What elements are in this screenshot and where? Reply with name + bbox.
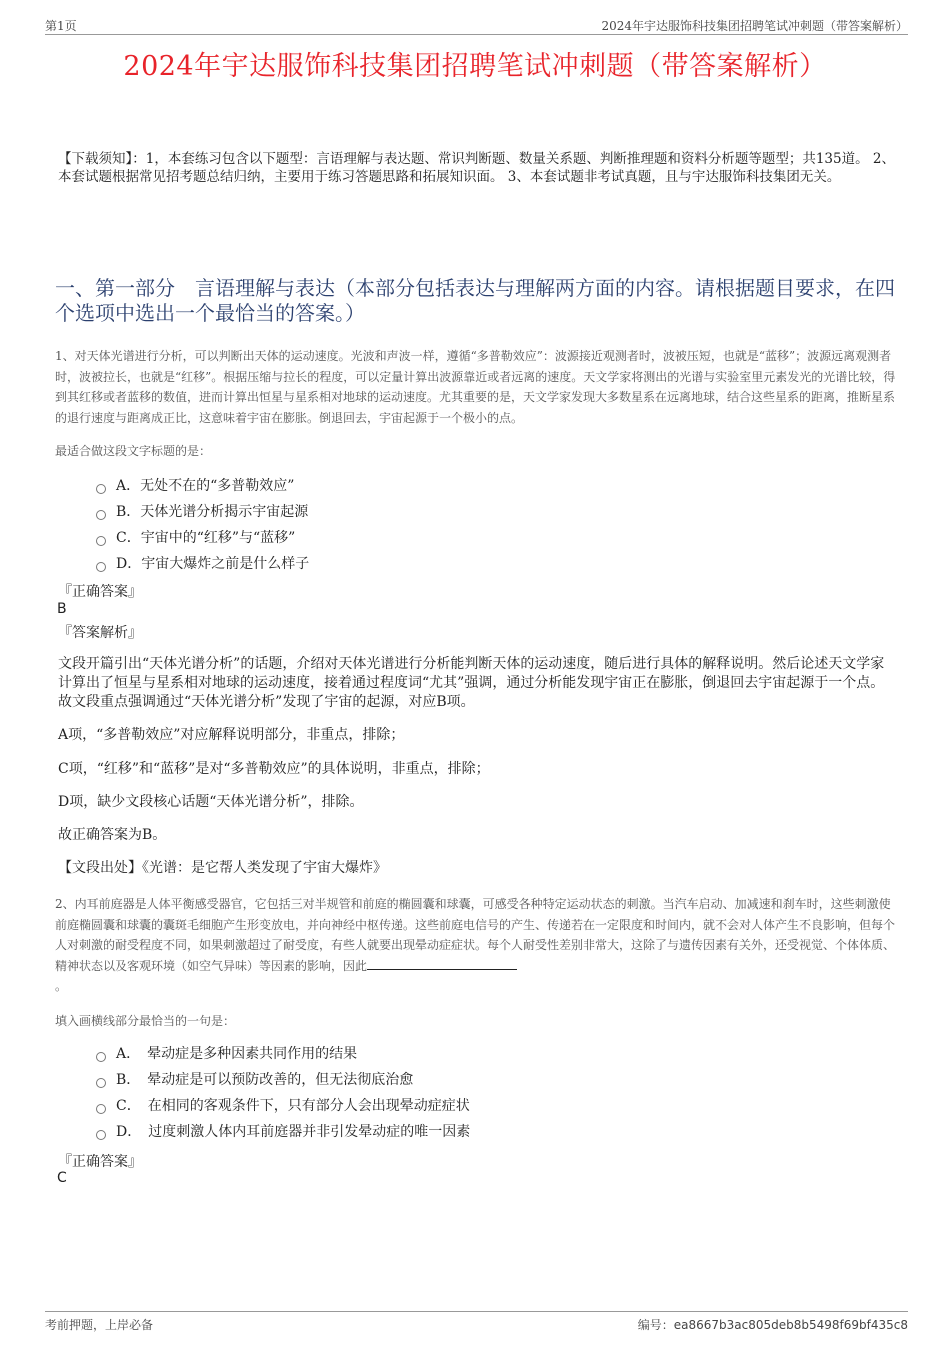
question-1-analysis-a: A项，“多普勒效应”对应解释说明部分，非重点，排除； [58, 727, 405, 743]
question-2-answer-label: 『正确答案』 [58, 1154, 142, 1170]
download-notice: 【下载须知】：1，本套练习包含以下题型：言语理解与表达题、常识判断题、数量关系题、判断推理题和资料分析题等题型；共135道。 2、本套试题根据常见招考题总结归纳，主要用于练习答题思路和拓展知识面。 3、本套试题非考试真题，且与宇达服饰科技集团无关。 [58, 151, 895, 185]
question-2-text: 2、内耳前庭器是人体平衡感受器官，它包括三对半规管和前庭的椭圆囊和球囊，可感受各种特定运动状态的刺激。当汽车启动、加减速和刹车时，这些刺激使前庭椭圆囊和球囊的囊斑毛细胞产生形变放电，并向神经中枢传递。这些前庭电信号的产生、传递若在一定限度和时间内，就不会对人体产生不良影响，但每个人对刺激的耐受程度不同，如果刺激超过了耐受度，有些人就要出现晕动症症状。每个人耐受性差别非常大，这除了与遗传因素有关外，还受视觉、个体体质、精神状态以及客观环境（如空气异味）等因素的影响，因此 。 [55, 897, 896, 993]
question-1-conclusion: 故正确答案为B。 [58, 827, 167, 843]
section-heading: 一、第一部分 言语理解与表达（本部分包括表达与理解两方面的内容。请根据题目要求，在四个选项中选出一个最恰当的答案。） [55, 276, 895, 325]
question-1-option-a[interactable]: A．无处不在的“多普勒效应” [96, 476, 294, 496]
question-2-prompt: 填入画横线部分最恰当的一句是： [55, 1014, 236, 1028]
question-1-analysis-para: 文段开篇引出“天体光谱分析”的话题，介绍对天体光谱进行分析能判断天体的运动速度，随后进行具体的解释说明。然后论述天文学家计算出了恒星与星系相对地球的运动速度，接着通过程度词“尤其”强调，通过分析能发现宇宙正在膨胀，倒退回去宇宙起源于一个点。故文段重点强调通过“天体光谱分析”发现了宇宙的起源，对应B项。 [58, 656, 885, 710]
question-1-analysis-label: 『答案解析』 [58, 625, 142, 641]
radio-icon[interactable] [96, 536, 106, 546]
question-2-option-c[interactable]: C． 在相同的客观条件下，只有部分人会出现晕动症症状 [96, 1096, 470, 1116]
page-footer [45, 1311, 908, 1334]
footer-slogan: 考前押题，上岸必备 [45, 1318, 154, 1332]
question-1-answer: B [57, 601, 67, 617]
question-2-option-d[interactable]: D． 过度刺激人体内耳前庭器并非引发晕动症的唯一因素 [96, 1122, 470, 1142]
radio-icon[interactable] [96, 510, 106, 520]
question-1-analysis-c: C项，“红移”和“蓝移”是对“多普勒效应”的具体说明，非重点，排除； [58, 761, 490, 777]
question-1-option-c[interactable]: C．宇宙中的“红移”与“蓝移” [96, 528, 295, 548]
question-1-prompt: 最适合做这段文字标题的是： [55, 444, 212, 458]
fill-blank [367, 957, 517, 970]
page-number: 第1页 [45, 19, 77, 33]
footer-code: 编号：ea8667b3ac805deb8b5498f69bf435c8 [637, 1318, 908, 1332]
radio-icon[interactable] [96, 484, 106, 494]
radio-icon[interactable] [96, 1078, 106, 1088]
question-2-answer: C [57, 1170, 67, 1186]
radio-icon[interactable] [96, 1130, 106, 1140]
question-1-text: 1、对天体光谱进行分析，可以判断出天体的运动速度。光波和声波一样，遵循“多普勒效应”：波源接近观测者时，波被压短，也就是“蓝移”；波源远离观测者时，波被拉长，也就是“红移”。根据压缩与拉长的程度，可以定量计算出波源靠近或者远离的速度。天文学家将测出的光谱与实验室里元素发光的光谱比较，得到其红移或者蓝移的数值，进而计算出恒星与星系相对地球的运动速度。尤其重要的是，天文学家发现大多数星系在远离地球，结合这些星系的距离，推断星系的退行速度与距离成正比，这意味着宇宙在膨胀。倒退回去，宇宙起源于一个极小的点。 [55, 349, 896, 425]
question-2-option-a[interactable]: A． 晕动症是多种因素共同作用的结果 [96, 1044, 357, 1064]
radio-icon[interactable] [96, 562, 106, 572]
page-header [45, 14, 908, 35]
header-doc-title: 2024年宇达服饰科技集团招聘笔试冲刺题（带答案解析） [601, 19, 908, 33]
document-title: 2024年宇达服饰科技集团招聘笔试冲刺题（带答案解析） [123, 51, 827, 82]
question-1-option-b[interactable]: B．天体光谱分析揭示宇宙起源 [96, 502, 308, 522]
question-1-answer-label: 『正确答案』 [58, 584, 142, 600]
question-1-option-d[interactable]: D．宇宙大爆炸之前是什么样子 [96, 554, 309, 574]
question-1-source: 【文段出处】《光谱：是它帮人类发现了宇宙大爆炸》 [58, 860, 387, 876]
question-1-analysis-d: D项，缺少文段核心话题“天体光谱分析”，排除。 [58, 794, 364, 810]
radio-icon[interactable] [96, 1104, 106, 1114]
question-2-option-b[interactable]: B． 晕动症是可以预防改善的，但无法彻底治愈 [96, 1070, 413, 1090]
radio-icon[interactable] [96, 1052, 106, 1062]
